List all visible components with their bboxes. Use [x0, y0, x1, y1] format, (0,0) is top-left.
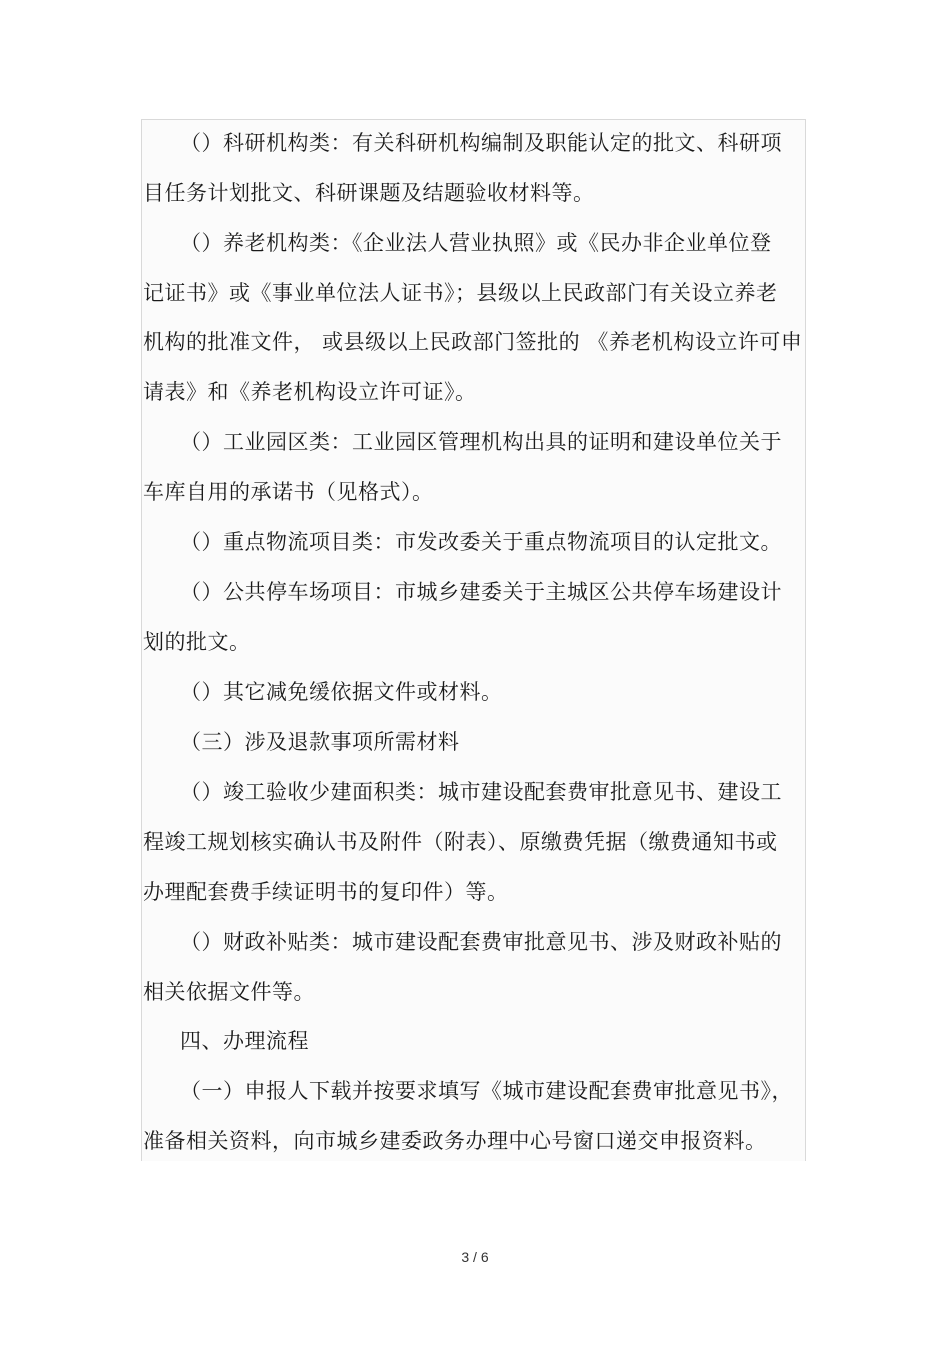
section-heading: 四、办理流程 [180, 1029, 309, 1053]
paragraph-line: （一）申报人下载并按要求填写《城市建设配套费审批意见书》， [180, 1079, 793, 1103]
paragraph-line: 记证书》或《事业单位法人证书》；县级以上民政部门有关设立养老 [143, 281, 778, 305]
paragraph-line: 车库自用的承诺书（见格式）。 [143, 480, 434, 504]
paragraph-line: 机构的批准文件， 或县级以上民政部门签批的 《养老机构设立许可申 [143, 330, 803, 354]
paragraph-line: 相关依据文件等。 [143, 980, 315, 1004]
paragraph-line: （）公共停车场项目：市城乡建委关于主城区公共停车场建设计 [180, 580, 782, 604]
paragraph-line: （）财政补贴类：城市建设配套费审批意见书、涉及财政补贴的 [180, 930, 782, 954]
paragraph-line: （）工业园区类：工业园区管理机构出具的证明和建设单位关于 [180, 430, 782, 454]
paragraph-line: 请表》和《养老机构设立许可证》。 [143, 380, 477, 404]
paragraph-line: 划的批文。 [143, 630, 251, 654]
section-heading: （三）涉及退款事项所需材料 [180, 730, 460, 754]
paragraph-line: （）其它减免缓依据文件或材料。 [180, 680, 503, 704]
paragraph-line: （）养老机构类：《企业法人营业执照》或《民办非企业单位登 [180, 231, 772, 255]
paragraph-line: （）科研机构类：有关科研机构编制及职能认定的批文、科研项 [180, 131, 782, 155]
paragraph-line: （）竣工验收少建面积类：城市建设配套费审批意见书、建设工 [180, 780, 782, 804]
paragraph-line: 程竣工规划核实确认书及附件（附表）、原缴费凭据（缴费通知书或 [143, 830, 778, 854]
paragraph-line: 目任务计划批文、科研课题及结题验收材料等。 [143, 181, 595, 205]
paragraph-line: 办理配套费手续证明书的复印件）等。 [143, 880, 509, 904]
paragraph-line: （）重点物流项目类：市发改委关于重点物流项目的认定批文。 [180, 530, 782, 554]
paragraph-line: 准备相关资料，向市城乡建委政务办理中心号窗口递交申报资料。 [143, 1129, 767, 1153]
page-number: 3 / 6 [461, 1249, 489, 1265]
